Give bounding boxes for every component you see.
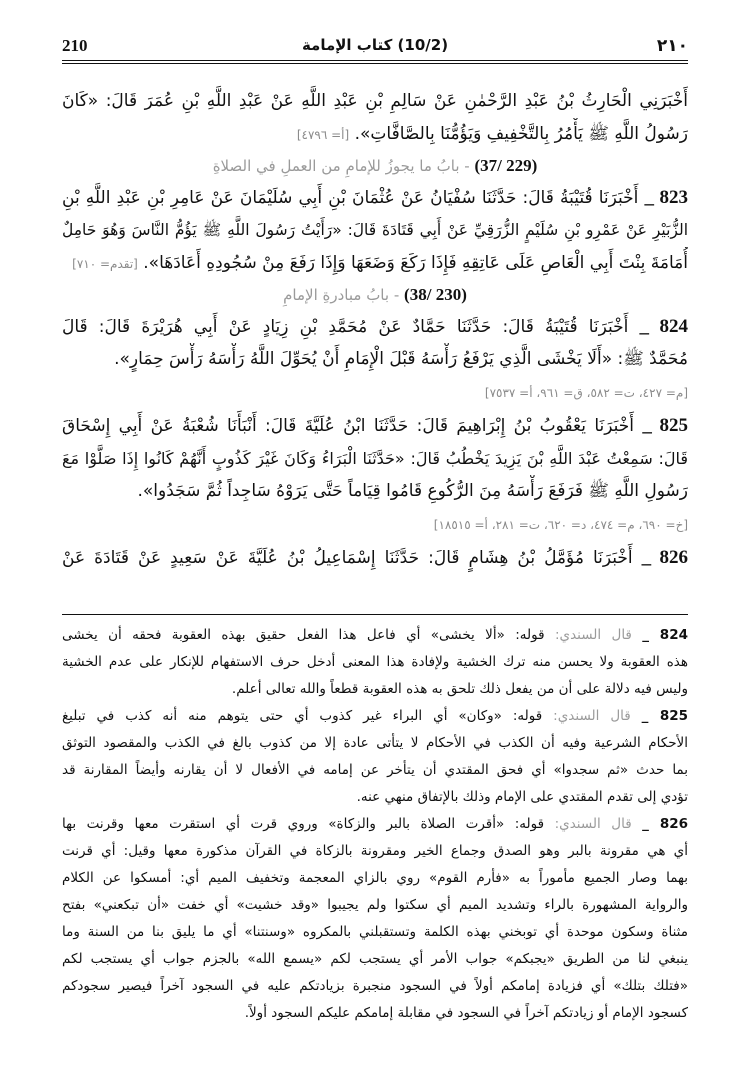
running-title: (10/2) كتاب الإمامة	[301, 36, 449, 54]
text-line: الزُّبَيْرِ عَنْ عَمْرِو بْنِ سُلَيْمٍ الزُّرَقِيِّ عَنْ أَبِي قَتَادَةَ قَالَ: «رَأَيْتُ رَسُولَ اللَّهِ ﷺ يَؤُمُّ النَّاسَ وَهُوَ حَامِلٌ	[62, 221, 688, 239]
reference: [أ= ٤٧٩٦]	[296, 128, 350, 142]
hadith-826	[62, 541, 688, 574]
chapter-title: - بابُ مبادرةِ الإمامِ	[283, 286, 400, 304]
text-line: 825 _ أَخْبَرَنَا يَعْقُوبُ بْنُ إِبْرَاهِيمَ قَالَ: حَدَّثَنَا ابْنُ عُلَيَّةَ قَالَ: أَنْبَأَنَا شُعْبَةُ عَنْ أَبِي إِسْحَاقَ	[62, 415, 688, 436]
chapter-number: (230 /38)	[404, 285, 467, 304]
text-line: أُمَامَةَ بِنْتَ أَبِي الْعَاصِ عَلَى عَاتِقِهِ فَإِذَا رَكَعَ وَضَعَهَا وَإِذَا رَفَعَ مِنْ سُجُودِهِ أَعَادَهَا». [تقدم= ٧١٠]	[72, 253, 688, 273]
note-line: الأحكام الشرعية وفيه أن الكذب في الأحكام لا يتأتى عادة إلا من كذوب بالغ في الكذب والمقصود التوثق	[62, 735, 688, 751]
chapter-title: - بابُ ما يجوزُ للإمامِ من العملِ في الصلاةِ	[212, 157, 470, 175]
reference: [م= ٤٢٧، ت= ٥٨٢، ق= ٩٦١، أ= ٧٥٣٧]	[484, 386, 688, 400]
note-label: قال السندي:	[554, 816, 632, 832]
note-line: ينبغي لنا من الطريق «يجبكم» جواب الأمر أي يستجب لكم «يسمع الله» بالجزم جواب أي يستجب لكم	[62, 951, 688, 967]
hadith-number: 825 _	[642, 415, 688, 436]
note-line: كسجود الإمام أو زيادتكم آخراً في السجود في مقابلة إمامكم عليكم السجود أولاً.	[244, 1005, 688, 1021]
note-label: قال السندي:	[554, 627, 632, 643]
hadith-number: 823 _	[644, 187, 688, 208]
footnote-separator	[62, 614, 688, 615]
text-line: رَسُولِ اللَّهِ ﷺ فَرَفَعَ رَأْسَهُ مِنَ الرُّكُوعِ قَامُوا قِيَاماً حَتَّى يَرَوْهُ سَاجِداً ثُمَّ سَجَدُوا».	[137, 481, 688, 501]
text-line: 824 _ أَخْبَرَنَا قُتَيْبَةُ قَالَ: حَدَّثَنَا حَمَّادٌ عَنْ مُحَمَّدِ بْنِ زِيَادٍ عَنْ أَبِي هُرَيْرَةَ قَالَ: قَالَ	[62, 316, 688, 337]
text-line	[62, 508, 688, 541]
text-line	[62, 376, 688, 409]
text-line: 826 _ أَخْبَرَنَا مُؤَمَّلُ بْنُ هِشَامٍ قَالَ: حَدَّثَنَا إِسْمَاعِيلُ بْنُ عُلَيَّةَ عَنْ سَعِيدٍ عَنْ قَتَادَةَ عَنْ	[62, 547, 688, 568]
text-line: 823 _ أَخْبَرَنَا قُتَيْبَةُ قَالَ: حَدَّثَنَا سُفْيَانُ عَنْ عُثْمَانَ بْنِ أَبِي سُلَيْمَانَ عَنْ عَامِرِ بْنِ عَبْدِ اللَّهِ بْنِ	[62, 187, 688, 208]
page-header	[62, 36, 688, 60]
chapter-heading	[62, 151, 688, 181]
note-number: 826 _	[642, 816, 688, 832]
note-line: بما حدث «ثم سجدوا» أي فحق المقتدي أن يتأخر عن إمامه في الأفعال لا أن يقارنه وأيضاً المقارنة قد	[62, 762, 688, 778]
page-number-arabic: ٢١٠	[656, 36, 688, 56]
reference: [تقدم= ٧١٠]	[72, 257, 138, 271]
text-line: رَسُولُ اللَّهِ ﷺ يَأْمُرُ بِالتَّخْفِيفِ وَيَؤُمُّنَا بِالصَّافَّاتِ». [أ= ٤٧٩٦]	[296, 124, 688, 144]
note-line: أي هي مقرونة بالبر وهو الصدق وجماع الخير ومقرونة بالزكاة في القرآن مذكورة معها وقيل: أي قرنت	[62, 843, 688, 859]
chapter-number: (229 /37)	[474, 156, 538, 175]
hadith-number: 824 _	[639, 316, 688, 337]
note-line: تؤدي إلى تقدم المقتدي على الإمام وذلك بالإتفاق منهي عنه.	[356, 789, 688, 805]
note-826	[62, 811, 688, 1027]
note-line: والرواية المشهورة بالراء وتشديد الميم أي سكتوا ولم يجيبوا «وقد خشيت» أي خفت «أن تبكعني» بفتح	[62, 897, 688, 913]
note-line: هذه العقوبة ولا يحسن منه ترك الخشية ولإفادة هذا المعنى أدخل حرف الاستفهام للإنكار على عدم الخشية	[62, 654, 688, 670]
note-line: 824 _ قال السندي: قوله: «ألا يخشى» أي فاعل هذا الفعل حقيق بهذه العقوبة فحقه أن يخشى	[62, 627, 688, 643]
text-line: أَخْبَرَنِي الْحَارِثُ بْنُ عَبْدِ الرَّحْمٰنِ عَنْ سَالِمِ بْنِ عَبْدِ اللَّهِ عَنْ عَبْدِ اللَّهِ بْنِ عُمَرَ قَالَ: «كَانَ	[62, 91, 688, 111]
commentary	[62, 622, 688, 1027]
hadith-continuation	[62, 85, 688, 151]
main-text	[62, 85, 688, 574]
note-label: قال السندي:	[553, 708, 631, 724]
page-number-latin: 210	[62, 36, 88, 55]
chapter-heading	[62, 280, 688, 310]
hadith-825	[62, 409, 688, 541]
hadith-number: 826 _	[641, 547, 688, 568]
hadith-823	[62, 181, 688, 280]
note-number: 824 _	[642, 627, 688, 643]
note-line: «فتلك بتلك» أي فزيادة إمامكم أولاً في السجود منجبرة بزيادتكم عليه في السجود آخراً فيصير سجودكم	[62, 978, 688, 994]
reference: [خ= ٦٩٠، م= ٤٧٤، د= ٦٢٠، ت= ٢٨١، أ= ١٨٥١٥]	[433, 518, 688, 532]
note-line: 825 _ قال السندي: قوله: «وكان» أي البراء غير كذوب أي حتى يتوهم منه أنه كذب في تبليغ	[62, 708, 688, 724]
note-line: مثناة وسكون موحدة أي توبخني بهذه الكلمة وتستقبلني بالمكروه «وسنتنا» أي ما يليق بنا من السنة وما	[62, 924, 688, 940]
note-line: 826 _ قال السندي: قوله: «أقرت الصلاة بالبر والزكاة» وروي قرت أي استقرت معها وقرنت بها	[62, 816, 688, 832]
note-line: وليس فيه دلالة على أن من يفعل ذلك تلحق به هذه العقوبة قطعاً والله تعالى أعلم.	[231, 681, 688, 697]
text-line: قَالَ: سَمِعْتُ عَبْدَ اللَّهِ بْنَ يَزِيدَ يَخْطُبُ قَالَ: «حَدَّثَنَا الْبَرَاءُ وَكَانَ غَيْرَ كَذُوبٍ أَنَّهُمْ كَانُوا إِذَا صَلَّوْا مَعَ	[62, 449, 688, 468]
hadith-824	[62, 310, 688, 409]
note-number: 825 _	[641, 708, 688, 724]
note-824	[62, 622, 688, 703]
header-rule	[62, 60, 688, 64]
text-line: مُحَمَّدٌ ﷺ: «أَلَا يَخْشَى الَّذِي يَرْفَعُ رَأْسَهُ قَبْلَ الْإِمَامِ أَنْ يُحَوِّلَ اللَّهُ رَأْسَهُ رَأْسَ حِمَارٍ».	[114, 349, 688, 369]
note-line: بهما وصار الجميع مأموراً به «فأرم القوم» روي بالزاي المعجمة وتخفيف الميم أي: أمسكوا عن الكلام	[62, 870, 688, 886]
note-825	[62, 703, 688, 811]
